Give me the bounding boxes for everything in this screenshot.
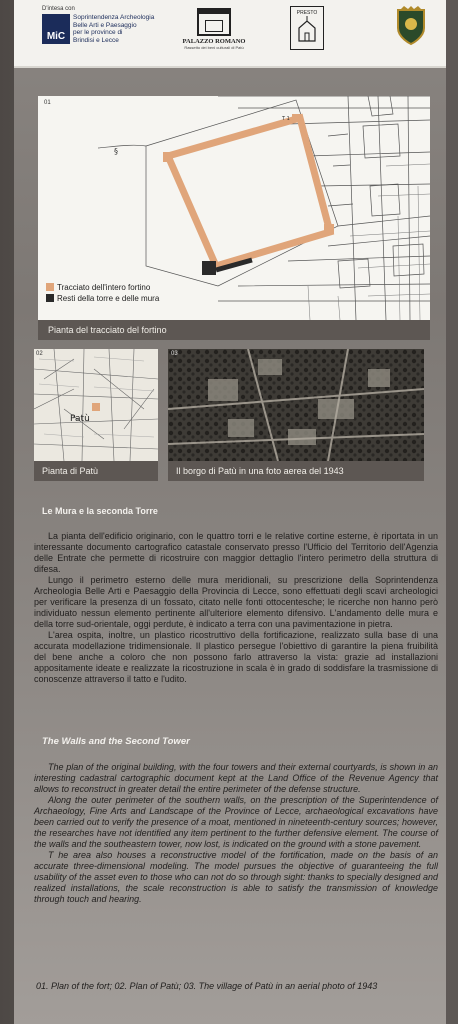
cadastral-map: [38, 96, 430, 340]
aerial-photo-thumb: [168, 349, 424, 481]
english-paragraph: T he area also houses a reconstructive model of the fortification, made on the basis of an accurate three-dimensional modeling. The model pursues the objective of guaranteeing the full usability of the asset even to those who can not do so through sight: thanks to specially designed and realized installations, the scale reconstruction is able to satisfy the transmission of knowledge through touch and hearing.: [34, 850, 438, 904]
svg-text:§: §: [114, 147, 118, 156]
palazzo-subtitle: Rassetto dei beni culturali di Patù: [184, 45, 244, 50]
italian-body: [34, 531, 438, 685]
patu-map-drawing: [34, 349, 158, 461]
legend-swatch-remains: [46, 294, 54, 302]
logo-header: [14, 0, 446, 68]
mic-logo-text: Soprintendenza Archeologia Belle Arti e Paesaggio per le province di Brindisi e Lecce: [73, 14, 155, 44]
aerial-photo-image: [168, 349, 424, 461]
legend-swatch-fort: [46, 283, 54, 291]
legend-item-fort: Tracciato dell'intero fortino: [46, 282, 159, 293]
patu-map-thumb: [34, 349, 158, 481]
palazzo-romano-logo: [182, 8, 246, 50]
building-icon: [197, 8, 231, 36]
coat-of-arms-icon: [394, 6, 428, 46]
info-panel: [14, 0, 446, 1024]
patu-map-caption: Pianta di Patù: [34, 461, 158, 481]
english-body: [34, 762, 438, 905]
italian-title: Le Mura e la seconda Torre: [42, 506, 158, 516]
aerial-photo-number: 03: [171, 351, 178, 357]
patu-map-label: Patù: [70, 414, 90, 424]
map-number: 01: [44, 100, 51, 106]
church-icon: [296, 16, 318, 42]
mic-logo-mark: MiC: [42, 14, 70, 44]
english-paragraph: The plan of the original building, with the four towers and their external courtyards, is shown in an interesting cadastral cartographic document kept at the Land Office of the Revenue Agency that allows to reconstruct in greater detail the entire perimeter of the defense structure.: [34, 762, 438, 794]
italian-paragraph: Lungo il perimetro esterno delle mura meridionali, su prescrizione della Soprintendenza Archeologia Belle Arti e Paesaggio della Provincia di Lecce, sono effettuati degli scavi archeologici per verificare la presenza di un fossato, citato nelle fonti ottocentesche; le ricerche non hanno però individuato nessun elemento pertinente all'ulteriore elemento difensivo. L'andamento delle mura e della torre sud-orientale, oggi perdute, è indicato a terra con una pavimentazione in pietra.: [34, 575, 438, 629]
patu-map-number: 02: [36, 351, 43, 357]
presto-logo: PRESTO: [290, 6, 324, 50]
palazzo-title: PALAZZO ROMANO: [182, 38, 246, 45]
italian-paragraph: L'area ospita, inoltre, un plastico ricostruttivo della fortificazione, realizzato sulla base di una accurata modellazione tridimensionale. Il plastico persegue l'obiettivo di garantire la piena fruibilità del bene anche a coloro che non possono farlo attraverso la vista: grazie ad installazioni appositamente ideate e realizzate la ricostruzione in scala è in grado di soddisfare la trasmissione di conoscenze attraverso il tatto e l'udito.: [34, 630, 438, 684]
tower-label: T 1: [282, 116, 290, 122]
italian-paragraph: La pianta dell'edificio originario, con le quattro torri e le relative cortine esterne, è riportata in un interessante documento cartografico catastale conservato presso l'Ufficio del Territorio dell'Agenzia delle Entrate che permette di ricostruire con maggior dettaglio l'intero perimetro della struttura di difesa.: [34, 531, 438, 574]
mic-logo: [42, 14, 154, 44]
english-title: The Walls and the Second Tower: [42, 736, 190, 747]
figure-caption: 01. Plan of the fort; 02. Plan of Patù; 03. The village of Patù in an aerial photo of 1943: [36, 981, 378, 991]
map-legend: [46, 282, 159, 304]
tower-remains: [202, 261, 216, 275]
map-caption: Pianta del tracciato del fortino: [38, 320, 430, 340]
legend-item-remains: Resti della torre e delle mura: [46, 293, 159, 304]
english-paragraph: Along the outer perimeter of the southern walls, on the prescription of the Superintendence of Archaeology, Fine Arts and Landscape of the Province of Lecce, archaeological excavations have been carried out to verify the presence of a moat, mentioned in nineteenth-century sources; however, the researches have not identified any item pertinent to the further defensive element. The course of the walls and the southeastern tower, now lost, is indicated on the ground with a stone pavement.: [34, 795, 438, 849]
mic-intesa: D'intesa con: [42, 6, 75, 12]
aerial-photo-caption: Il borgo di Patù in una foto aerea del 1943: [168, 461, 424, 481]
